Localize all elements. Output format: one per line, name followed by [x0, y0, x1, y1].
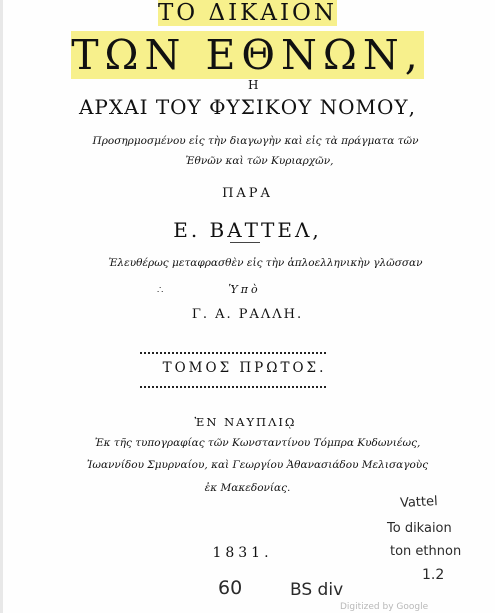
- title-line-1: [0, 0, 495, 26]
- handwritten-shelf-code: BS div: [290, 580, 344, 600]
- printer-line-2: Ἰωαννίδου Σμυρναίου, καὶ Γεωργίου Ἀθανασιάδου Μελισαγοὺς: [86, 459, 429, 471]
- author-ornament: [230, 242, 260, 243]
- translation-note: Ἐλευθέρως μεταφρασθὲν εἰς τὴν ἁπλοελληνικὴν γλῶσσαν: [108, 257, 423, 269]
- title-eta: Η: [248, 78, 259, 92]
- translator-name: Γ. Α. ΡΑΛΛΗ.: [191, 307, 304, 322]
- handwritten-note-title: To dikaion: [387, 521, 452, 536]
- description-line-2: [12, 155, 495, 167]
- dotted-rule-top: [140, 352, 326, 354]
- ornament-mark: ∴: [157, 285, 164, 296]
- dotted-rule-bottom: [140, 386, 326, 388]
- handwritten-note-title-2: ton ethnon: [390, 544, 462, 559]
- handwritten-shelf-number: 60: [218, 577, 243, 599]
- printer-line-3: ἐκ Μακεδονίας.: [204, 482, 291, 494]
- place: ἘΝ ΝΑΥΠΛΙῼ: [194, 415, 297, 429]
- title-to-dikaion: ΤΟ ΔΙΚΑΙΟΝ: [157, 0, 338, 26]
- translator-prefix: Ὑπὸ: [228, 283, 261, 296]
- description-line-2-text: Ἐθνῶν καὶ τῶν Κυριαρχῶν,: [185, 155, 334, 167]
- handwritten-note-author: Vattel: [399, 494, 439, 511]
- handwritten-note-volume: 1.2: [422, 567, 445, 583]
- description-line-1: Προσηρμοσμένου εἰς τὴν διαγωγὴν καὶ εἰς τὰ πράγματα τῶν: [92, 135, 419, 147]
- year: 1831.: [212, 545, 273, 561]
- google-watermark: Digitized by Google: [340, 602, 429, 612]
- title-line-2: [0, 31, 495, 79]
- author-name: Ε. ΒΑΤΤΕΛ,: [173, 218, 322, 242]
- printer-line-1: Ἐκ τῆς τυπογραφίας τῶν Κωνσταντίνου Τόμπρα Κυδωνιέως,: [94, 437, 421, 449]
- author-prefix: ΠΑΡΑ: [222, 186, 273, 201]
- volume: ΤΟΜΟΣ ΠΡΩΤΟΣ.: [162, 360, 327, 376]
- title-ton-ethnon: ΤΩΝ ΕΘΝΩΝ,: [71, 31, 424, 79]
- subtitle: ΑΡΧΑΙ ΤΟΥ ΦΥΣΙΚΟΥ ΝΟΜΟΥ,: [78, 95, 416, 119]
